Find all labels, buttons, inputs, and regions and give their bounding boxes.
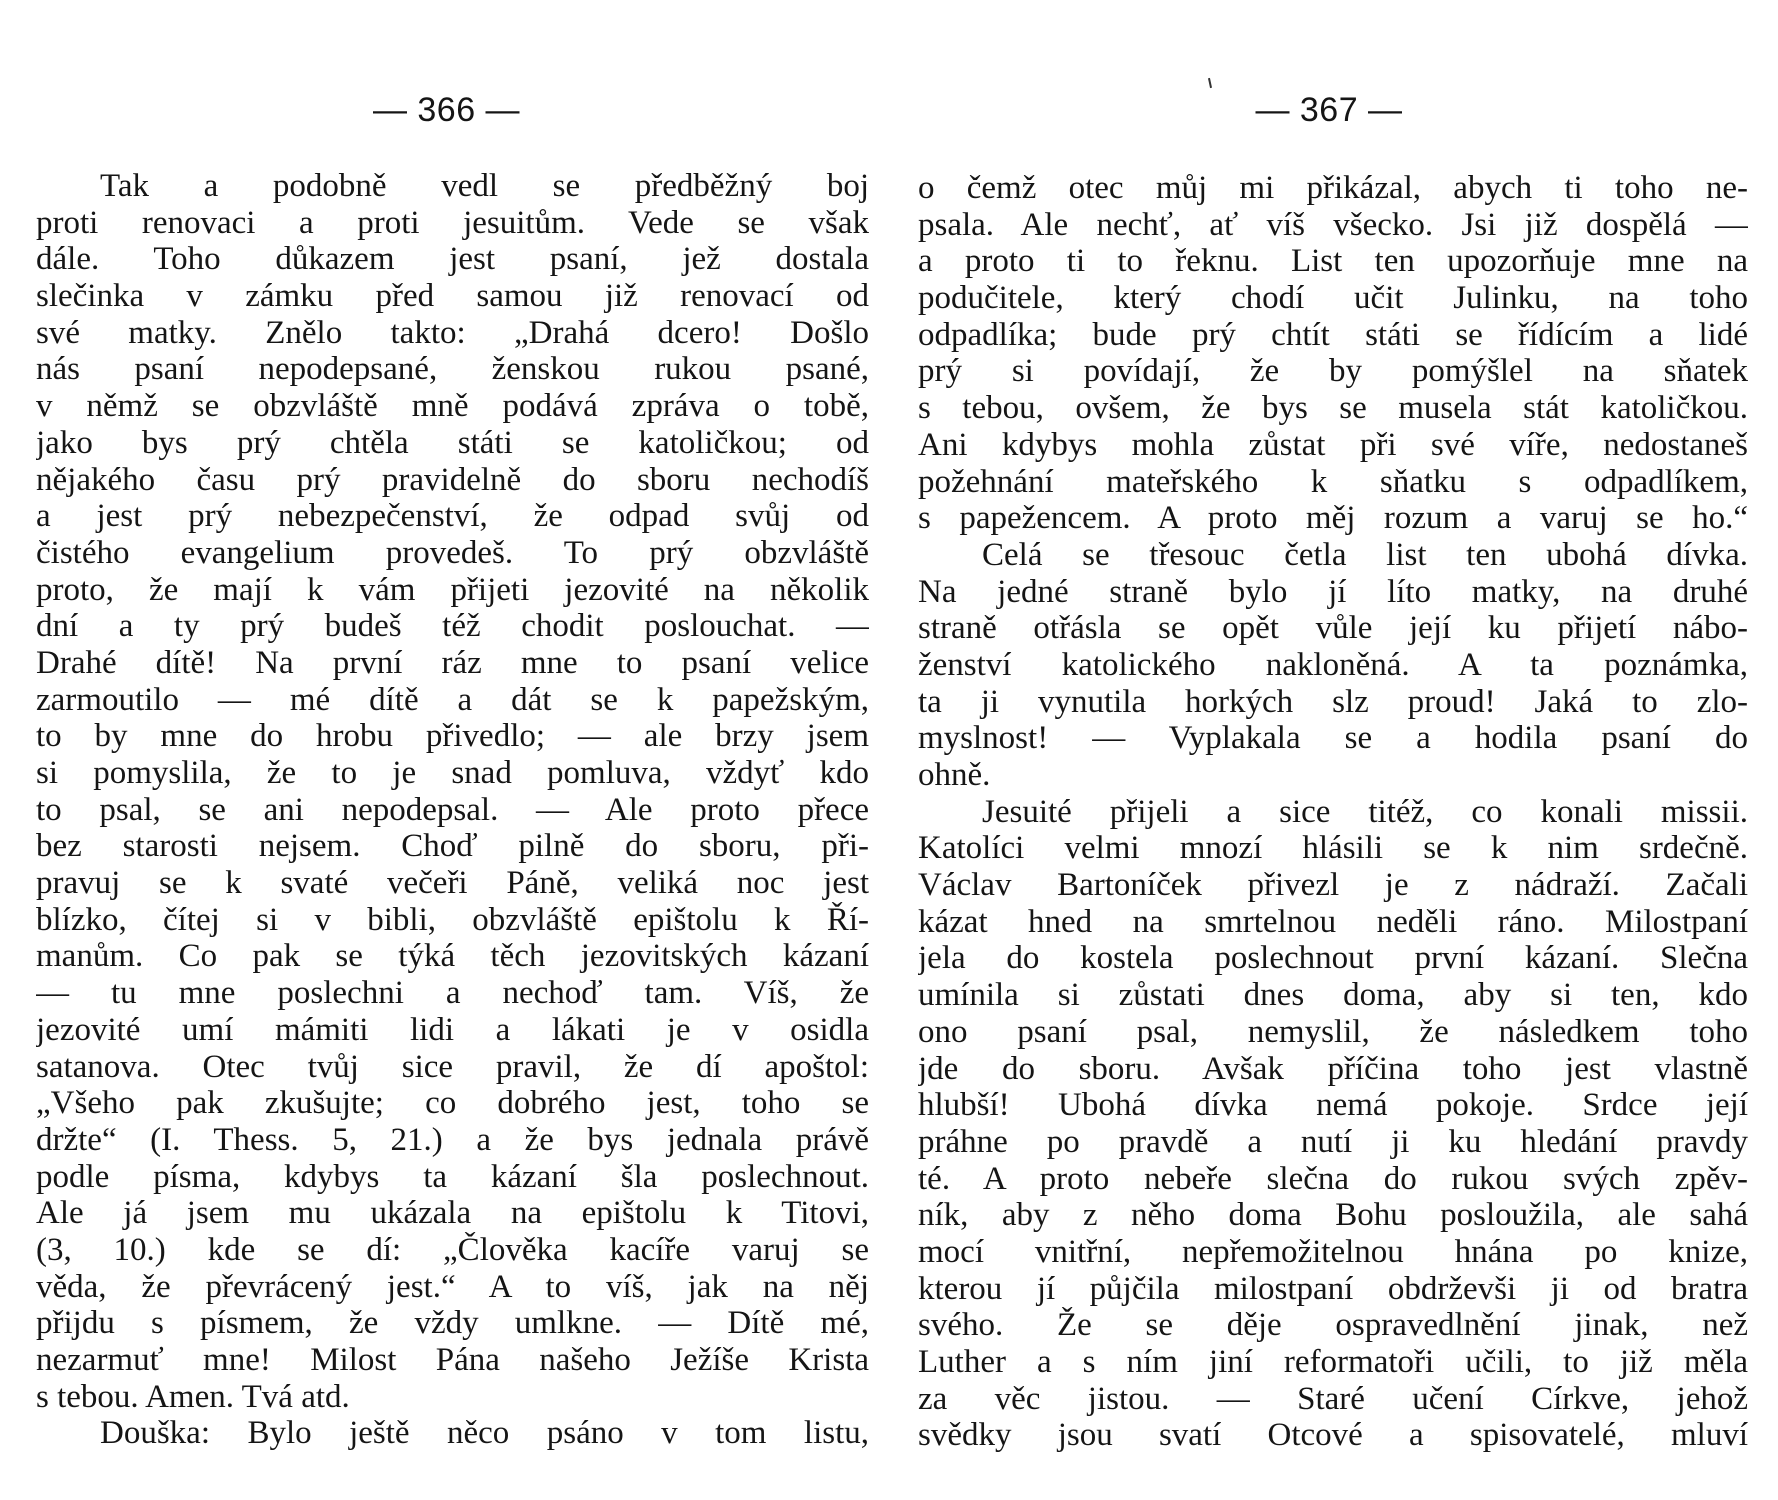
text-line: nás psaní nepodepsané, ženskou rukou psané,	[36, 351, 869, 388]
text-line: odpadlíka; bude prý chtít státi se řídícím a lidé	[918, 316, 1748, 353]
text-line: Na jedné straně bylo jí líto matky, na druhé	[918, 573, 1748, 610]
text-line: v němž se obzvláště mně podává zpráva o tobě,	[36, 388, 869, 425]
text-line: Ani kdybys mohla zůstat při své víře, nedostaneš	[918, 426, 1748, 463]
text-line: ohně.	[918, 757, 991, 793]
text-line: Tak a podobně vedl se předběžný boj	[100, 168, 869, 204]
page-text	[918, 170, 1748, 1454]
text-line: slečinka v zámku před samou již renovací od	[36, 278, 869, 315]
text-line: přijdu s písmem, že vždy umlkne. — Dítě mé,	[36, 1305, 869, 1342]
text-line: jela do kostela poslechnout první kázaní. Slečna	[918, 940, 1748, 977]
text-line: straně otřásla se opět vůle její ku přijetí nábo-	[918, 610, 1748, 647]
text-line: podučitele, který chodí učit Julinku, na toho	[918, 280, 1748, 317]
text-line: manům. Co pak se týká těch jezovitských kázaní	[36, 938, 869, 975]
text-line: podle písma, kdybys ta kázaní šla poslechnout.	[36, 1158, 869, 1195]
text-line: „Všeho pak zkušujte; co dobrého jest, toho se	[36, 1085, 869, 1122]
text-line: své matky. Znělo takto: „Drahá dcero! Došlo	[36, 314, 869, 351]
text-line: zarmoutilo — mé dítě a dát se k papežským,	[36, 681, 869, 718]
page-number: — 367 —	[1255, 91, 1403, 129]
page-text	[36, 168, 869, 1452]
text-line: s tebou, ovšem, že bys se musela stát katoličkou.	[918, 390, 1748, 427]
text-line: Celá se třesouc četla list ten ubohá dívka.	[982, 536, 1748, 573]
text-line: práhne po pravdě a nutí ji ku hledání pravdy	[918, 1123, 1748, 1160]
page-number: — 366 —	[372, 91, 521, 129]
text-line: Luther a s ním jiní reformatoři učili, to již měla	[918, 1344, 1748, 1380]
ink-speck	[1208, 78, 1212, 88]
text-line: Katolíci velmi mnozí hlásili se k nim srdečně.	[918, 830, 1748, 867]
text-line: za věc jistou. — Staré učení Církve, jehož	[918, 1380, 1748, 1417]
text-line: dní a ty prý budeš též chodit poslouchat. —	[36, 608, 869, 645]
text-line: ta ji vynutila horkých slz proud! Jaká to zlo-	[918, 683, 1748, 720]
text-line: s tebou. Amen. Tvá atd.	[36, 1378, 350, 1415]
text-line: ono psaní psal, nemyslil, že následkem toho	[918, 1013, 1748, 1050]
text-line: držte“ (I. Thess. 5, 21.) a že bys jednala právě	[36, 1121, 869, 1158]
text-line: to by mne do hrobu přivedlo; — ale brzy jsem	[36, 718, 869, 755]
text-line: svého. Že se děje ospravedlnění jinak, než	[918, 1307, 1748, 1344]
text-line: jako bys prý chtěla státi se katoličkou; od	[36, 424, 869, 461]
text-line: o čemž otec můj mi přikázal, abych ti toho ne-	[918, 170, 1748, 206]
text-line: nezarmuť mne! Milost Pána našeho Ježíše Krista	[36, 1342, 869, 1378]
text-line: myslnost! — Vyplakala se a hodila psaní do	[918, 720, 1748, 757]
text-line: hlubší! Ubohá dívka nemá pokoje. Srdce její	[918, 1087, 1748, 1124]
text-line: Drahé dítě! Na první ráz mne to psaní velice	[36, 644, 869, 681]
text-line: psala. Ale nechť, ať víš všecko. Jsi již dospělá —	[918, 206, 1748, 243]
text-line: pravuj se k svaté večeři Páně, veliká noc jest	[36, 865, 869, 902]
text-line: kterou jí půjčila milostpaní obdrževši ji od bratra	[918, 1270, 1748, 1307]
text-line: a proto ti to řeknu. List ten upozorňuje mne na	[918, 243, 1748, 280]
text-line: Jesuité přijeli a sice titéž, co konali missii.	[982, 793, 1748, 830]
text-line: blízko, čítej si v bibli, obzvláště epištolu k Ří-	[36, 901, 869, 938]
text-line: proti renovaci a proti jesuitům. Vede se však	[36, 204, 869, 241]
text-line: dále. Toho důkazem jest psaní, jež dostala	[36, 241, 869, 278]
text-line: kázat hned na smrtelnou neděli ráno. Milostpaní	[918, 903, 1748, 940]
text-line: s papežencem. A proto měj rozum a varuj se ho.“	[918, 500, 1748, 537]
text-line: věda, že převrácený jest.“ A to víš, jak na něj	[36, 1268, 869, 1305]
text-line: (3, 10.) kde se dí: „Člověka kacíře varuj se	[36, 1231, 869, 1268]
text-line: satanova. Otec tvůj sice pravil, že dí apoštol:	[36, 1048, 869, 1085]
text-line: svědky jsou svatí Otcové a spisovatelé, mluví	[918, 1417, 1748, 1454]
text-line: mocí vnitřní, nepřemožitelnou hnána po knize,	[918, 1233, 1748, 1270]
text-line: ník, aby z něho doma Bohu posloužila, ale sahá	[918, 1197, 1748, 1234]
text-line: Ale já jsem mu ukázala na epištolu k Titovi,	[36, 1195, 869, 1232]
text-line: bez starosti nejsem. Choď pilně do sboru, při-	[36, 828, 869, 865]
text-line: té. A proto nebeře slečna do rukou svých zpěv-	[918, 1160, 1748, 1197]
text-line: umínila si zůstati dnes doma, aby si ten, kdo	[918, 977, 1748, 1014]
text-line: jezovité umí mámiti lidi a lákati je v osidla	[36, 1011, 869, 1048]
text-line: požehnání mateřského k sňatku s odpadlíkem,	[918, 463, 1748, 500]
text-line: proto, že mají k vám přijeti jezovité na několik	[36, 571, 869, 608]
text-line: Douška: Bylo ještě něco psáno v tom listu,	[100, 1415, 869, 1452]
text-line: — tu mne poslechni a nechoď tam. Víš, že	[36, 975, 869, 1012]
text-line: Václav Bartoníček přivezl je z nádraží. Začali	[918, 867, 1748, 904]
text-line: prý si povídají, že by pomýšlel na sňatek	[918, 353, 1748, 390]
text-line: čistého evangelium provedeš. To prý obzvláště	[36, 534, 869, 571]
text-line: jde do sboru. Avšak příčina toho jest vlastně	[918, 1050, 1748, 1087]
text-line: si pomyslila, že to je snad pomluva, vždyť kdo	[36, 755, 869, 791]
text-line: to psal, se ani nepodepsal. — Ale proto přece	[36, 791, 869, 828]
text-line: a jest prý nebezpečenství, že odpad svůj od	[36, 498, 869, 535]
text-line: ženství katolického nakloněná. A ta poznámka,	[918, 646, 1748, 683]
text-line: nějakého času prý pravidelně do sboru nechodíš	[36, 461, 869, 498]
